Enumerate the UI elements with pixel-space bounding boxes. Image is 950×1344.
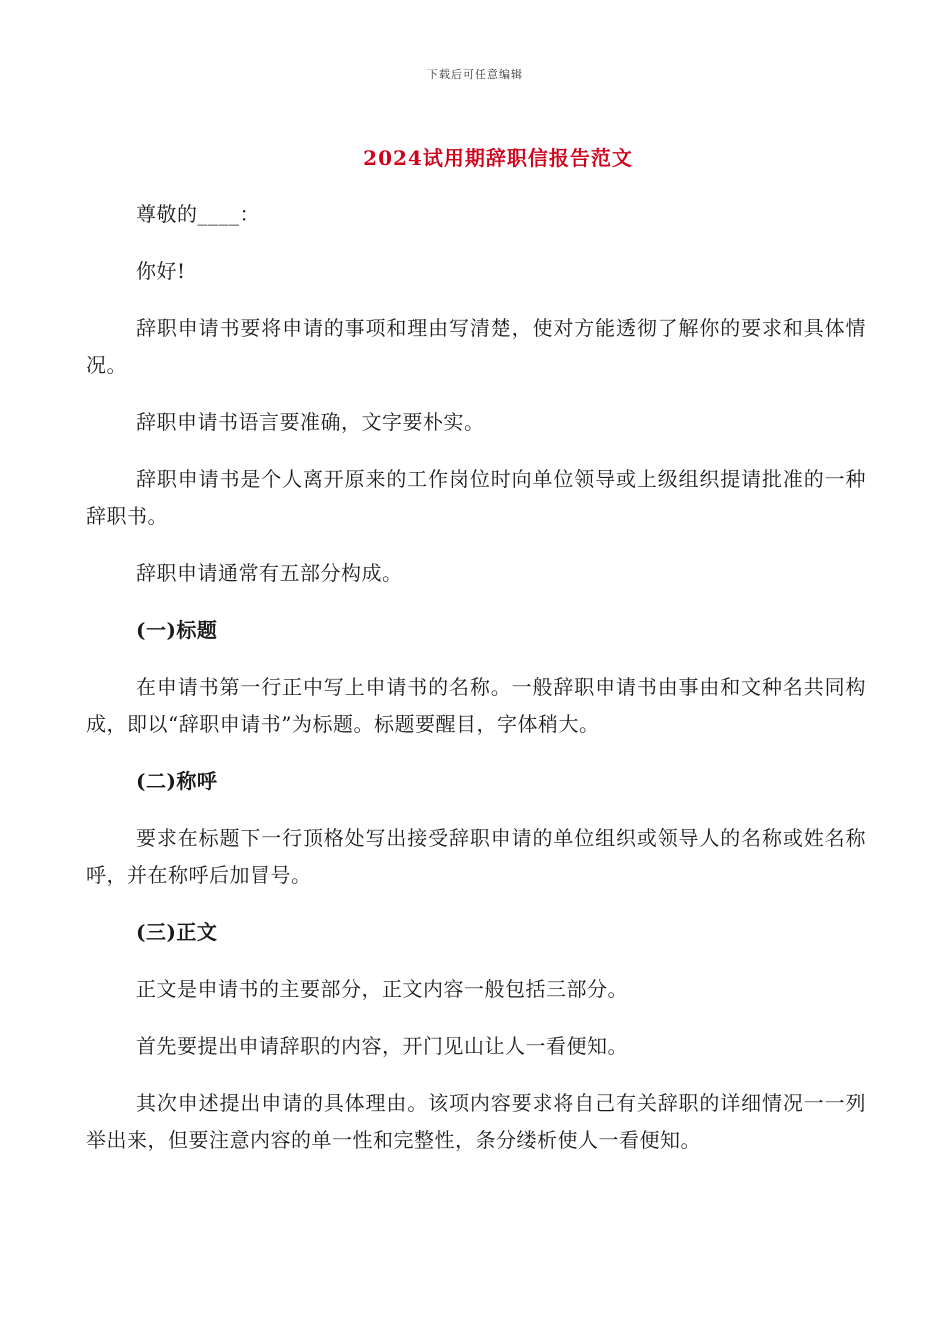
section-heading-salutation: (二)称呼 bbox=[136, 769, 218, 793]
section-heading-title: (一)标题 bbox=[136, 618, 218, 642]
document-body bbox=[86, 196, 866, 1179]
body-paragraph: 辞职申请书语言要准确，文字要朴实。 bbox=[136, 410, 485, 434]
body-paragraph: 辞职申请书是个人离开原来的工作岗位时向单位领导或上级组织提请批准的一种辞职书。 bbox=[86, 467, 866, 528]
section-heading-body: (三)正文 bbox=[136, 920, 218, 944]
header-note: 下载后可任意编辑 bbox=[427, 68, 523, 81]
document-title: 2024试用期辞职信报告范文 bbox=[363, 146, 633, 170]
body-paragraph: 辞职申请书要将申请的事项和理由写清楚，使对方能透彻了解你的要求和具体情况。 bbox=[86, 316, 866, 377]
body-paragraph: 正文是申请书的主要部分，正文内容一般包括三部分。 bbox=[136, 977, 628, 1001]
greeting-line: 尊敬的____： bbox=[136, 202, 260, 226]
body-paragraph: 首先要提出申请辞职的内容，开门见山让人一看便知。 bbox=[136, 1034, 628, 1058]
body-paragraph: 在申请书第一行正中写上申请书的名称。一般辞职申请书由事由和文种名共同构成，即以“辞职申请书”为标题。标题要醒目，字体稍大。 bbox=[86, 675, 866, 736]
body-paragraph: 辞职申请通常有五部分构成。 bbox=[136, 561, 403, 585]
body-paragraph: 其次申述提出申请的具体理由。该项内容要求将自己有关辞职的详细情况一一列举出来，但要注意内容的单一性和完整性，条分缕析使人一看便知。 bbox=[86, 1091, 866, 1152]
body-paragraph: 要求在标题下一行顶格处写出接受辞职申请的单位组织或领导人的名称或姓名称呼，并在称呼后加冒号。 bbox=[86, 826, 866, 887]
salutation-line: 你好! bbox=[136, 259, 186, 283]
